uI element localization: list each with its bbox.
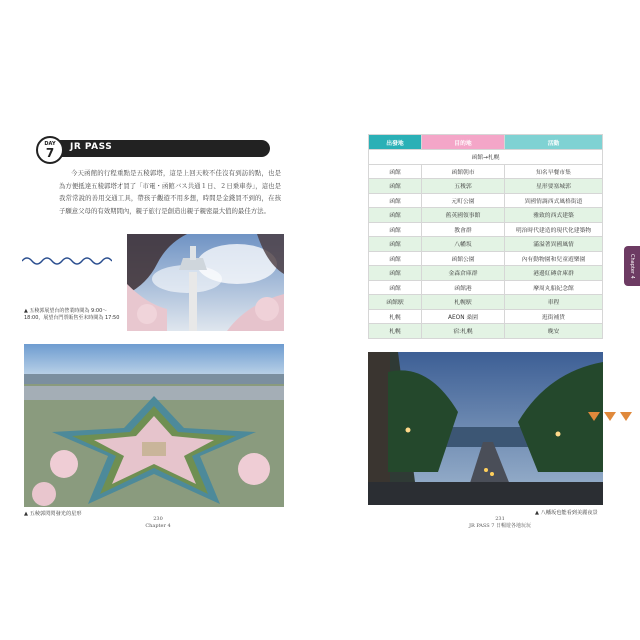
- table-row: [369, 324, 603, 339]
- cell-to: 函館朝市: [422, 164, 505, 179]
- table-header-row: [369, 135, 603, 150]
- fort-caption: ▲ 五稜郭閃閃發光的星形: [24, 511, 82, 517]
- day-badge-number: 7: [45, 146, 55, 160]
- cell-from: 函館: [369, 164, 422, 179]
- cell-to: 教會群: [422, 222, 505, 237]
- cell-to: AEON 桑園: [422, 309, 505, 324]
- cell-activity: 摩周丸船紀念館: [505, 280, 603, 295]
- table-row: [369, 179, 603, 194]
- cell-from: 函館駅: [369, 295, 422, 310]
- cell-activity: 港邊紅磚倉庫群: [505, 266, 603, 281]
- left-page-number: 230: [153, 516, 163, 522]
- cell-from: 函館: [369, 266, 422, 281]
- right-footer: [440, 516, 560, 530]
- cell-from: 札幌: [369, 309, 422, 324]
- chapter-side-tab-label: Chapter 4: [629, 253, 635, 279]
- hachimanzaka-night-photo: [368, 352, 603, 505]
- table-row: [369, 222, 603, 237]
- cell-activity: 明治時代建造的現代化建築物: [505, 222, 603, 237]
- cell-from: 函館: [369, 193, 422, 208]
- cell-activity: 異國情調西式風格街道: [505, 193, 603, 208]
- cell-to: 宿:札幌: [422, 324, 505, 339]
- cell-from: 函館: [369, 280, 422, 295]
- wave-decoration: [22, 255, 112, 267]
- header-from: 出發地: [369, 135, 422, 150]
- table-row: [369, 251, 603, 266]
- cell-to: 函館港: [422, 280, 505, 295]
- tower-caption: ▲ 五稜郭展望台的營業時間為 9:00～18:00，展望台門票販售至末時間為 17:50: [24, 308, 120, 321]
- cell-activity: 滿溢著異國風情: [505, 237, 603, 252]
- table-row: [369, 193, 603, 208]
- route-row: [369, 150, 603, 165]
- table-row: [369, 309, 603, 324]
- itinerary-table: [368, 134, 603, 339]
- day-badge-word: DAY: [44, 141, 56, 147]
- triangle-decoration: [588, 412, 636, 422]
- cell-to: 函館公園: [422, 251, 505, 266]
- table-row: [369, 208, 603, 223]
- table-row: [369, 237, 603, 252]
- cell-from: 函館: [369, 208, 422, 223]
- header-activity: 活動: [505, 135, 603, 150]
- cell-to: 元町公園: [422, 193, 505, 208]
- cell-to: 五稜郭: [422, 179, 505, 194]
- cell-activity: 車程: [505, 295, 603, 310]
- right-footer-title: JR PASS 7 日暢遊各地玩玩: [469, 523, 531, 529]
- left-chapter-label: Chapter 4: [145, 523, 171, 529]
- cell-to: 金森倉庫群: [422, 266, 505, 281]
- day-title: JR PASS: [70, 142, 113, 152]
- table-row: [369, 295, 603, 310]
- cell-activity: 逛街補貨: [505, 309, 603, 324]
- left-footer: [138, 516, 178, 530]
- cell-activity: 內有動物園和兒童遊樂園: [505, 251, 603, 266]
- table-row: [369, 266, 603, 281]
- cell-from: 函館: [369, 237, 422, 252]
- cell-to: 八幡坂: [422, 237, 505, 252]
- goryokaku-fort-photo: [24, 344, 284, 507]
- cell-from: 札幌: [369, 324, 422, 339]
- cell-from: 函館: [369, 222, 422, 237]
- goryokaku-tower-photo: [127, 234, 284, 331]
- cell-activity: 知名早餐市集: [505, 164, 603, 179]
- table-row: [369, 164, 603, 179]
- header-to: 目的地: [422, 135, 505, 150]
- body-paragraph: 今天函館的行程重點是五稜郭塔，這是上回天較不佳沒有到訪的點，也是為方便抵達五稜郭塔才買了「市電・函館バス共通１日、２日乗車券」，這也是我常常說的善用交通工具，帶孩子觀遊不用多想，時間是金錢買不到的，在孩子願意父母的有效期間內，親子旅行是創造出親子親密最大值的最佳方法。: [59, 169, 281, 215]
- street-caption: ▲ 八幡坂也能看到美麗夜景: [535, 510, 598, 516]
- route-label: 函館→札幌: [369, 150, 603, 165]
- table-row: [369, 280, 603, 295]
- day-badge: [36, 136, 64, 164]
- cell-from: 函館: [369, 251, 422, 266]
- cell-activity: 雅致的西式建築: [505, 208, 603, 223]
- right-page-number: 231: [495, 516, 505, 522]
- cell-to: 舊英國領事館: [422, 208, 505, 223]
- chapter-side-tab: [624, 246, 640, 286]
- cell-activity: 晚安: [505, 324, 603, 339]
- cell-to: 札幌駅: [422, 295, 505, 310]
- body-text: [59, 167, 281, 217]
- cell-from: 函館: [369, 179, 422, 194]
- cell-activity: 星形要塞城郭: [505, 179, 603, 194]
